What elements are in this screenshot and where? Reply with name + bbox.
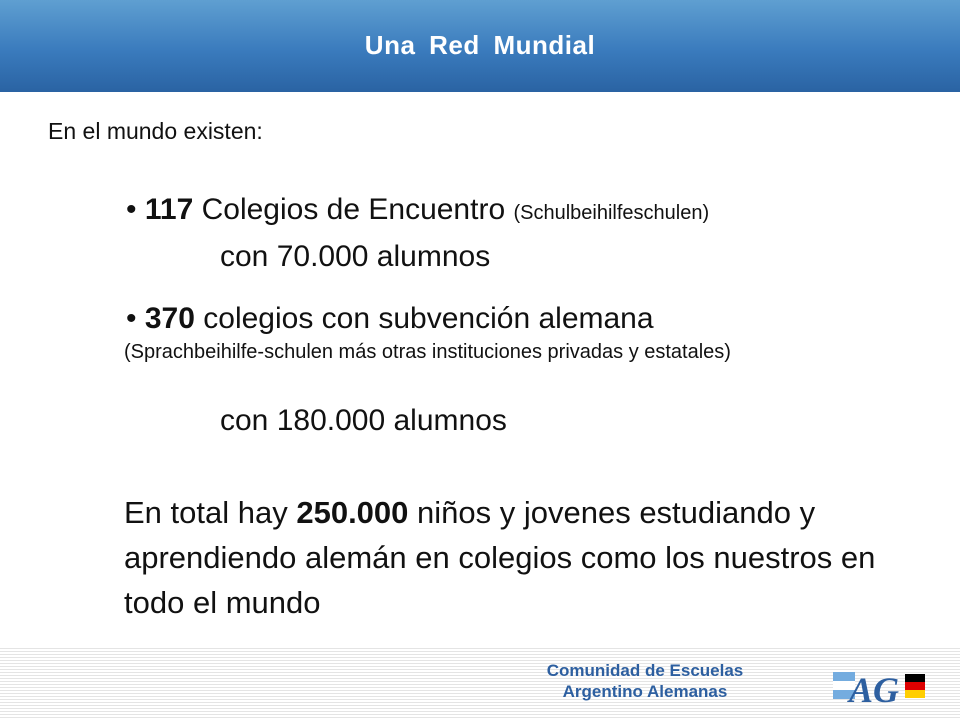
bullet-subvencion [126, 302, 654, 336]
bullet-marker: • [126, 302, 137, 335]
slide-header [0, 0, 960, 92]
slide-title: Una Red Mundial [364, 30, 596, 60]
total-number: 250.000 [296, 495, 409, 530]
footer-line-1: Comunidad de Escuelas [546, 661, 744, 680]
bullet-detail: (Sprachbeihilfe-schulen más otras instituciones privadas y estatales) [124, 341, 731, 363]
footer-organization [520, 660, 770, 702]
logo-letters: AG [849, 670, 900, 708]
bullet-marker: • [126, 193, 137, 226]
bullet-detail: (Schulbeihilfeschulen) [513, 202, 710, 224]
intro-text: En el mundo existen: [48, 118, 263, 144]
ag-logo-icon [833, 668, 929, 708]
footer-band [0, 648, 960, 720]
students-subvencion: con 180.000 alumnos [220, 404, 507, 437]
bullet-encuentro [126, 193, 709, 227]
bullet-text: colegios con subvención alemana [194, 302, 654, 335]
bullet-number: 117 [144, 193, 194, 226]
footer-line-2: Argentino Alemanas [562, 682, 728, 701]
logo-stripe-red [905, 682, 925, 690]
total-text-after: niños y jovenes estudiando y aprendiendo alemán en colegios como los nuestros en todo el mundo [124, 495, 876, 620]
students-encuentro: con 70.000 alumnos [220, 240, 491, 273]
logo-stripe-gold [905, 690, 925, 698]
bullet-text: Colegios de Encuentro [193, 193, 514, 226]
total-text-before: En total hay [124, 495, 297, 530]
logo-stripe-black [905, 674, 925, 682]
bullet-number: 370 [144, 302, 195, 335]
total-statement [124, 490, 934, 625]
